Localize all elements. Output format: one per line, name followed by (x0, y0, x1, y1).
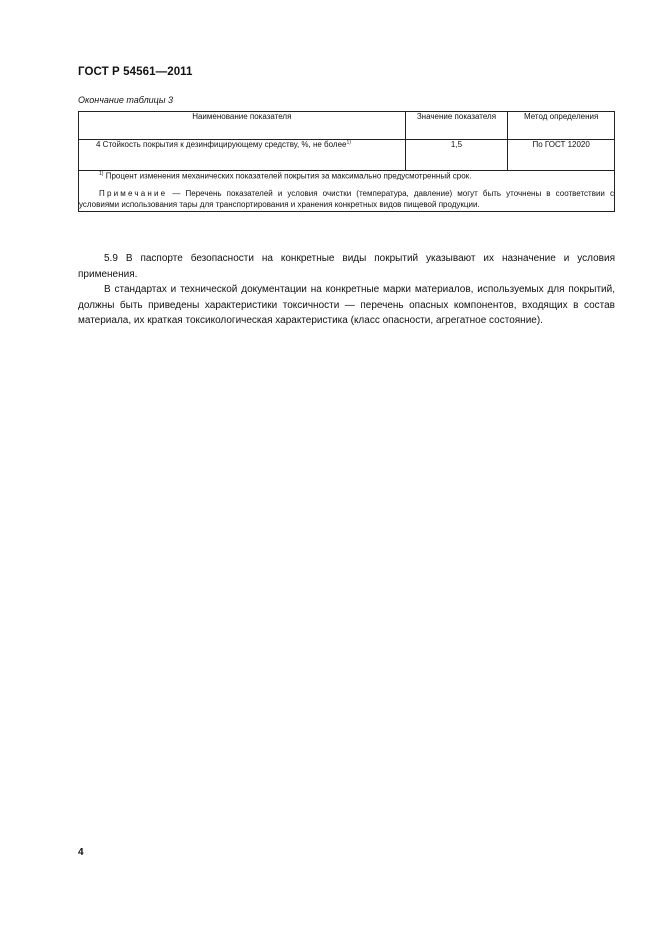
note-text: — Перечень показателей и условия очистки (температура, давление) могут быть уточнены в соответствии с условиями использования тары для транспортирования и хранения конкретных видов пищевой продукции. (79, 189, 614, 210)
cell-test-method: По ГОСТ 12020 (508, 140, 615, 171)
column-header-method: Метод определения (508, 112, 615, 140)
table-notes-row (79, 171, 615, 212)
table-caption: Окончание таблицы 3 (78, 95, 173, 105)
table-footnote (79, 171, 614, 182)
cell-indicator-name (79, 140, 406, 171)
cell-indicator-value: 1,5 (405, 140, 508, 171)
paragraph-5-9: 5.9 В паспорте безопасности на конкретные виды покрытий указывают их назначение и условия применения. (78, 253, 615, 280)
note-label: Примечание (99, 189, 168, 199)
footnote-reference: 1) (346, 139, 351, 146)
table-header-row (79, 112, 615, 140)
indicator-name-text: 4 Стойкость покрытия к дезинфицирующему средству, %, не более (96, 140, 347, 149)
column-header-value: Значение показателя (405, 112, 508, 140)
column-header-name: Наименование показателя (79, 112, 406, 140)
body-text (78, 251, 615, 329)
table-notes-cell (79, 171, 615, 212)
table-row (79, 140, 615, 171)
footnote-text: Процент изменения механических показателей покрытия за максимально предусмотренный срок. (105, 171, 472, 181)
document-code: ГОСТ Р 54561—2011 (78, 66, 193, 78)
indicators-table (78, 111, 615, 212)
page-number: 4 (78, 847, 84, 858)
table-note (79, 189, 614, 211)
footnote-mark: 1) (99, 171, 104, 177)
paragraph-toxicity: В стандартах и технической документации на конкретные марки материалов, используемых для покрытий, должны быть приведены характеристики токсичности — перечень опасных компонентов, входящих в состав материала, их краткая токсикологическая характеристика (класс опасности, агрегатное состояние). (78, 284, 615, 326)
